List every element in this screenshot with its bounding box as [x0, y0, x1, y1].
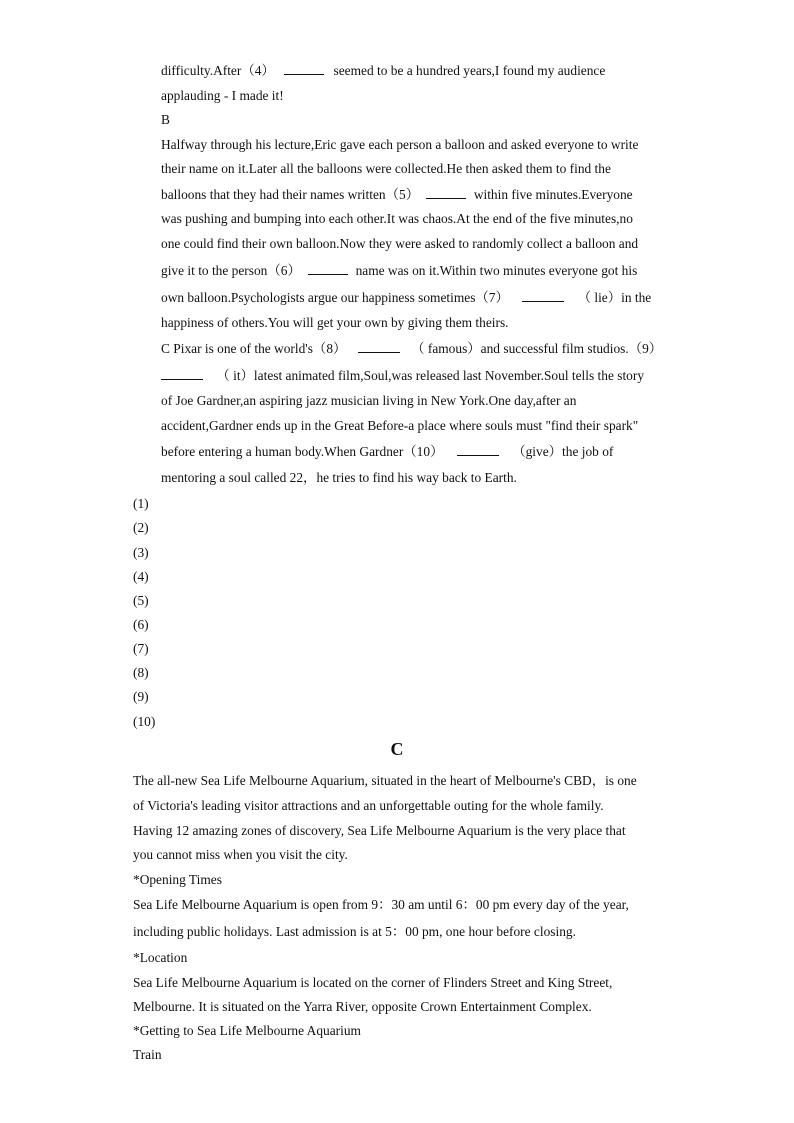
answer-number: (3)	[133, 545, 149, 560]
answer-number: (8)	[133, 665, 149, 680]
answer-number: (5)	[133, 593, 149, 608]
answer-number: (2)	[133, 520, 149, 535]
section-c-heading: C	[390, 739, 404, 759]
text-line	[161, 186, 633, 203]
text-line: their name on it.Later all the balloons were collected.He then asked them to find the	[161, 161, 611, 176]
subheading-location: *Location	[133, 950, 188, 965]
text-line: of Victoria's leading visitor attractions and an unforgettable outing for the whole family.	[133, 798, 604, 813]
answer-number: (1)	[133, 496, 149, 511]
answer-number: (9)	[133, 689, 149, 704]
text-segment: seemed to be a hundred years,I found my audience	[333, 63, 606, 78]
text-line: Sea Life Melbourne Aquarium is located on the corner of Flinders Street and King Street,	[133, 975, 613, 990]
answer-blank-4	[284, 62, 324, 75]
text-line: including public holidays. Last admission is at 5：00 pm, one hour before closing.	[133, 924, 576, 939]
text-line	[161, 340, 662, 357]
answer-blank-7	[522, 289, 564, 302]
text-line: one could find their own balloon.Now they were asked to randomly collect a balloon and	[161, 236, 639, 251]
text-line: Melbourne. It is situated on the Yarra River, opposite Crown Entertainment Complex.	[133, 999, 592, 1014]
answer-number: (4)	[133, 569, 149, 584]
text-line: was pushing and bumping into each other.It was chaos.At the end of the five minutes,no	[161, 211, 633, 226]
text-line: accident,Gardner ends up in the Great Before-a place where souls must "find their spark"	[161, 418, 639, 433]
answer-blank-8	[358, 340, 400, 353]
text-segment: before entering a human body.When Gardner（10）	[161, 444, 444, 459]
text-line: you cannot miss when you visit the city.	[133, 847, 348, 862]
subheading-getting-there: *Getting to Sea Life Melbourne Aquarium	[133, 1023, 361, 1038]
text-line	[161, 367, 644, 384]
section-b-label: B	[161, 112, 170, 127]
text-segment: balloons that they had their names written（5）	[161, 187, 420, 202]
text-line	[161, 62, 605, 79]
answer-blank-9	[161, 367, 203, 380]
answer-number: (10)	[133, 714, 156, 729]
answer-blank-5	[426, 186, 466, 199]
text-segment: （ lie）in the	[577, 290, 652, 305]
text-line: happiness of others.You will get your own by giving them theirs.	[161, 315, 509, 330]
text-segment: （ famous）and successful film studios.（9）	[411, 341, 663, 356]
answer-blank-10	[457, 443, 499, 456]
text-line	[161, 443, 613, 460]
text-line: Halfway through his lecture,Eric gave each person a balloon and asked everyone to write	[161, 137, 639, 152]
answer-number: (6)	[133, 617, 149, 632]
text-segment: give it to the person（6）	[161, 263, 301, 278]
text-line	[161, 289, 651, 306]
text-segment: difficulty.After（4）	[161, 63, 275, 78]
answer-blank-6	[308, 262, 348, 275]
text-segment: within five minutes.Everyone	[473, 187, 633, 202]
text-line: applauding - I made it!	[161, 88, 284, 103]
text-line	[161, 262, 637, 279]
text-line: of Joe Gardner,an aspiring jazz musician living in New York.One day,after an	[161, 393, 577, 408]
subheading-train: Train	[133, 1047, 162, 1062]
text-segment: （give）the job of	[512, 444, 614, 459]
text-line: mentoring a soul called 22，he tries to find his way back to Earth.	[161, 470, 517, 485]
text-segment: own balloon.Psychologists argue our happiness sometimes（7）	[161, 290, 509, 305]
text-line: Sea Life Melbourne Aquarium is open from 9：30 am until 6：00 pm every day of the year,	[133, 897, 629, 912]
answer-number: (7)	[133, 641, 149, 656]
text-line: Having 12 amazing zones of discovery, Sea Life Melbourne Aquarium is the very place that	[133, 823, 626, 838]
text-segment: （ it）latest animated film,Soul,was released last November.Soul tells the story	[216, 368, 645, 383]
text-segment: name was on it.Within two minutes everyone got his	[355, 263, 638, 278]
text-segment: C Pixar is one of the world's（8）	[161, 341, 347, 356]
subheading-opening-times: *Opening Times	[133, 872, 222, 887]
text-line: The all-new Sea Life Melbourne Aquarium, situated in the heart of Melbourne's CBD，is one	[133, 773, 637, 788]
